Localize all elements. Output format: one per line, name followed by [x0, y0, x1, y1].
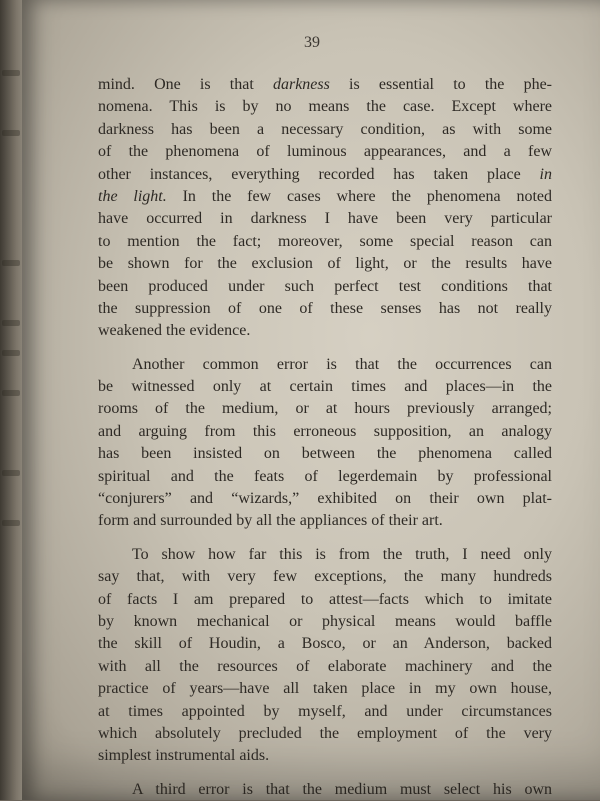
text-line: form and surrounded by all the appliances of their art.	[98, 512, 443, 530]
text-line: nomena. This is by no means the case. Except where	[98, 98, 552, 116]
text-line: spiritual and the feats of legerdemain by professional	[98, 467, 552, 485]
text-line: been produced under such perfect test conditions that	[98, 277, 552, 295]
text-line: other instances, everything recorded has taken place in	[98, 165, 552, 183]
text-line: has been insisted on between the phenomena called	[98, 445, 552, 463]
adjacent-page-text-mark	[2, 520, 20, 526]
page-number: 39	[304, 34, 320, 51]
text-line: of facts I am prepared to attest—facts which to imitate	[98, 590, 552, 608]
text-line: practice of years—have all taken place in my own house,	[98, 680, 552, 698]
text-line: at times appointed by myself, and under circumstances	[98, 702, 552, 720]
text-line: have occurred in darkness I have been very particular	[98, 210, 552, 228]
adjacent-page-text-mark	[2, 350, 20, 356]
adjacent-page-text-mark	[2, 390, 20, 396]
text-line: and arguing from this erroneous supposition, an analogy	[98, 422, 552, 440]
text-line: by known mechanical or physical means would baffle	[98, 612, 552, 630]
text-line: be shown for the exclusion of light, or the results have	[98, 255, 552, 273]
text-line: Another common error is that the occurrences can	[132, 355, 552, 373]
body-text	[98, 74, 552, 801]
text-line: mind. One is that darkness is essential to the phe-	[98, 76, 552, 93]
text-line: A third error is that the medium must select his own	[132, 780, 552, 798]
adjacent-page-text-mark	[2, 470, 20, 476]
text-line: the suppression of one of these senses has not really	[98, 299, 552, 317]
text-line: with all the resources of elaborate machinery and the	[98, 657, 552, 675]
text-line: be witnessed only at certain times and places—in the	[98, 378, 552, 396]
paragraph-spacer	[98, 768, 552, 779]
text-line: “conjurers” and “wizards,” exhibited on their own plat-	[98, 490, 552, 508]
text-line: weakened the evidence.	[98, 322, 251, 340]
text-line: To show how far this is from the truth, I need only	[132, 545, 552, 563]
text-line: rooms of the medium, or at hours previously arranged;	[98, 400, 552, 418]
paragraph-spacer	[98, 343, 552, 354]
paragraph-common-error	[98, 354, 552, 533]
paragraph-spacer	[98, 533, 552, 544]
paragraph-third-error	[98, 779, 552, 801]
paragraph-truth	[98, 544, 552, 768]
paragraph-darkness	[98, 74, 552, 343]
text-line: darkness has been a necessary condition, as with some	[98, 120, 552, 138]
adjacent-page-text-mark	[2, 70, 20, 76]
adjacent-page-text-mark	[2, 320, 20, 326]
text-line: simplest instrumental aids.	[98, 747, 270, 765]
adjacent-page-text-mark	[2, 130, 20, 136]
text-line: say that, with very few exceptions, the many hundreds	[98, 568, 552, 586]
text-line: the skill of Houdin, a Bosco, or an Anderson, backed	[98, 635, 552, 653]
text-line: the light. In the few cases where the phenomena noted	[98, 187, 553, 205]
text-line: which absolutely precluded the employment of the very	[98, 724, 552, 742]
text-line: of the phenomena of luminous appearances, and a few	[98, 143, 552, 161]
book-page	[22, 0, 600, 800]
text-line: to mention the fact; moreover, some special reason can	[98, 232, 552, 250]
adjacent-page-text-mark	[2, 260, 20, 266]
